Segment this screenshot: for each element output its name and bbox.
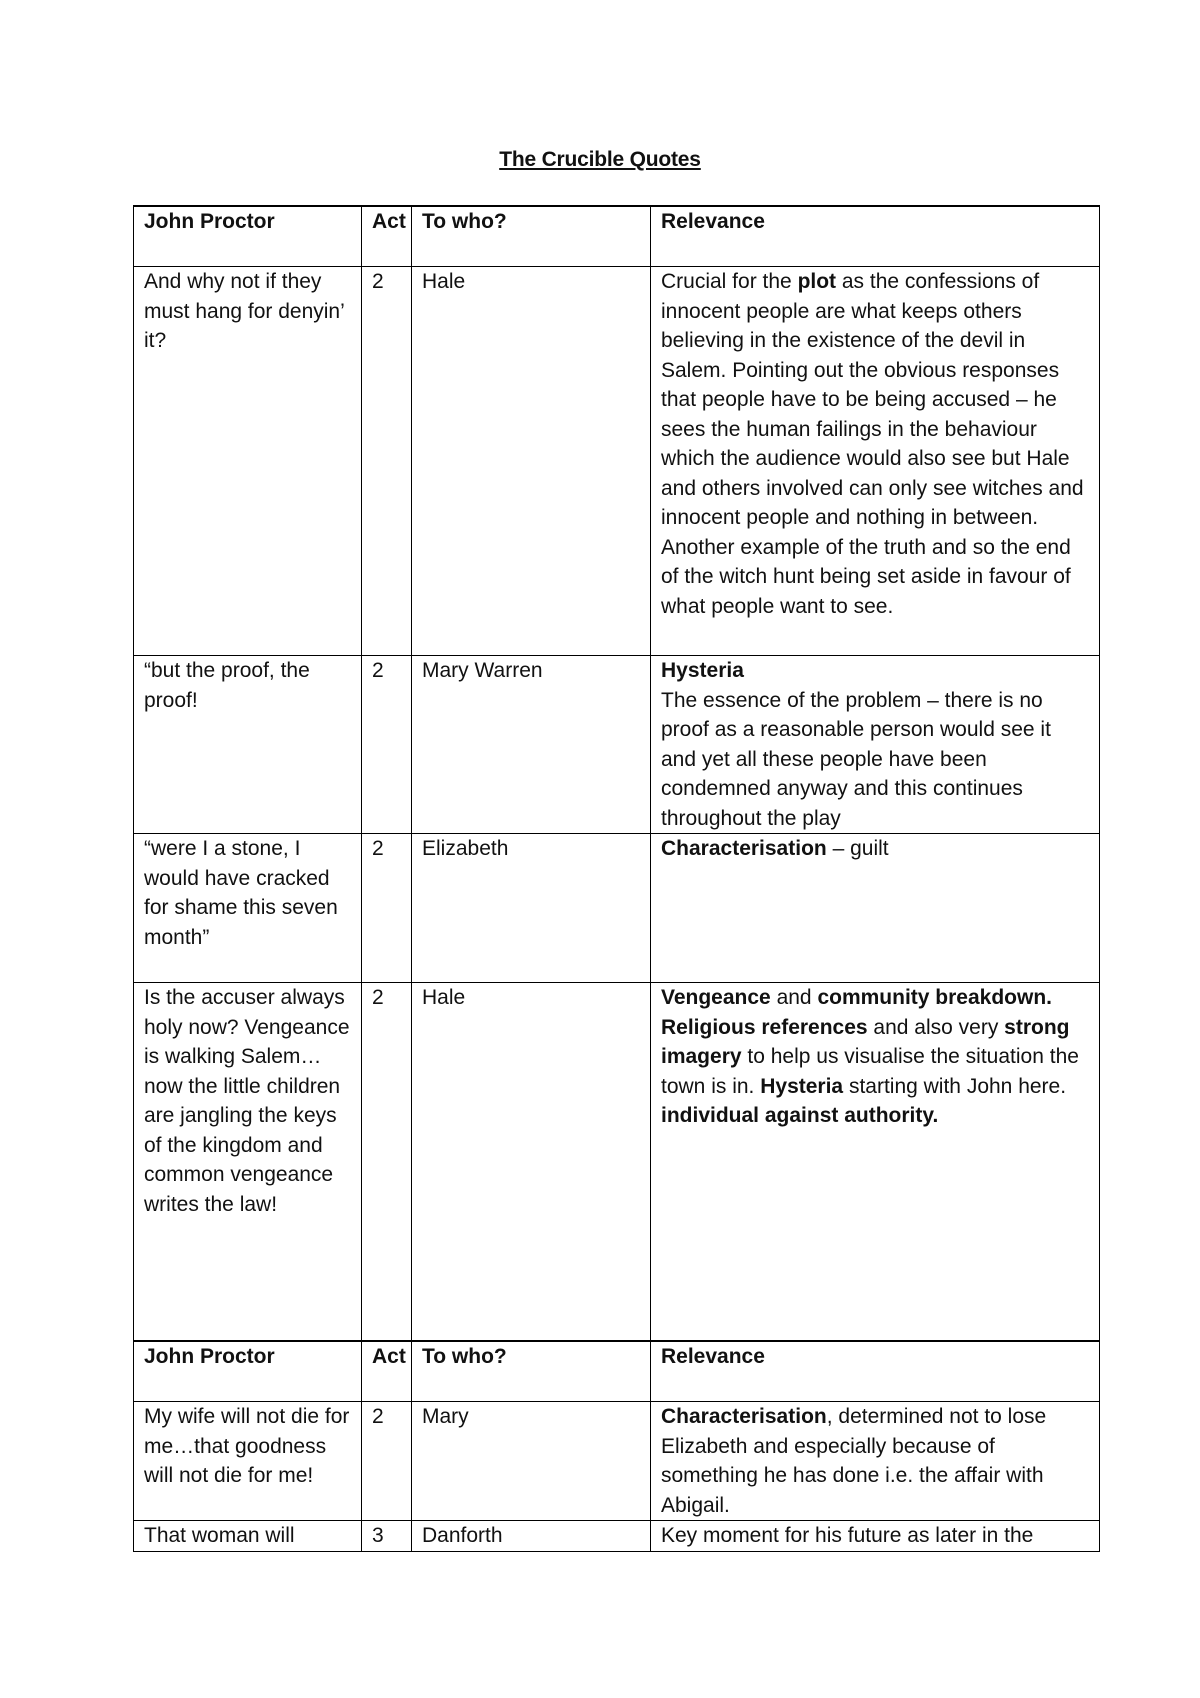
- relevance-keyword: plot: [797, 270, 837, 293]
- relevance-keyword: Characterisation: [661, 837, 827, 860]
- to-who-cell: Elizabeth: [412, 834, 651, 983]
- quote-cell: “were I a stone, I would have cracked for shame this seven month”: [134, 834, 362, 983]
- act-cell: 2: [362, 983, 412, 1342]
- relevance-keyword: Hysteria: [661, 659, 744, 682]
- relevance-keyword: Vengeance: [661, 986, 771, 1009]
- relevance-cell: [651, 1402, 1100, 1521]
- relevance-keyword: community breakdown.: [817, 986, 1052, 1009]
- quote-cell: Is the accuser always holy now? Vengeance is walking Salem…now the little children are jangling the keys of the kingdom and common vengeance writes the law!: [134, 983, 362, 1342]
- relevance-paragraph: Another example of the truth and so the end of the witch hunt being set aside in favour of what people want to see.: [661, 535, 1071, 618]
- relevance-text: as the confessions of innocent people are what keeps others believing in the existence of the devil in Salem. Pointing out the obvious responses that people have to be being accused – he sees the human failings in the behaviour which the audience would also see but Hale and others involved can only see witches and innocent people and nothing in between.: [661, 270, 1084, 529]
- relevance-text: , determined not to lose Elizabeth and especially because of something he has done i.e. the affair with Abigail.: [661, 1405, 1047, 1517]
- relevance-cell: [651, 983, 1100, 1342]
- relevance-text: and also very: [867, 1015, 1005, 1039]
- header-to-who-cell: To who?: [412, 1341, 651, 1402]
- relevance-keyword: Characterisation: [661, 1405, 827, 1428]
- relevance-keyword: strong imagery: [661, 1015, 1070, 1068]
- table-row: [134, 1521, 1100, 1552]
- document-title: The Crucible Quotes: [499, 148, 701, 171]
- relevance-keyword: Religious references: [661, 1015, 868, 1039]
- quotes-table: [133, 205, 1100, 1552]
- relevance-text: Crucial for the: [661, 270, 798, 293]
- relevance-paragraph: [661, 267, 1089, 533]
- relevance-cell: [651, 834, 1100, 983]
- to-who-cell: Mary Warren: [412, 656, 651, 834]
- header-quote-cell: John Proctor: [134, 1341, 362, 1402]
- table-header-row: [134, 206, 1100, 267]
- relevance-cell: Key moment for his future as later in the: [651, 1521, 1100, 1552]
- table-row: [134, 267, 1100, 656]
- header-act-cell: Act: [362, 206, 412, 267]
- header-quote-cell: John Proctor: [134, 206, 362, 267]
- relevance-keyword: individual against authority.: [661, 1104, 939, 1127]
- relevance-text: starting with John here.: [843, 1074, 1067, 1098]
- to-who-cell: Hale: [412, 267, 651, 656]
- header-to-who-cell: To who?: [412, 206, 651, 267]
- to-who-cell: Danforth: [412, 1521, 651, 1552]
- header-relevance-cell: Relevance: [651, 206, 1100, 267]
- act-cell: 2: [362, 1402, 412, 1521]
- quote-cell: And why not if they must hang for denyin’ it?: [134, 267, 362, 656]
- act-cell: 2: [362, 834, 412, 983]
- to-who-cell: Hale: [412, 983, 651, 1342]
- table-row: [134, 834, 1100, 983]
- relevance-keyword: Hysteria: [760, 1074, 844, 1098]
- table-row: [134, 656, 1100, 834]
- relevance-text: to help us visualise the situation the town is in.: [661, 1045, 1079, 1098]
- act-cell: 2: [362, 656, 412, 834]
- relevance-cell: [651, 267, 1100, 656]
- table-row: [134, 983, 1100, 1342]
- to-who-cell: Mary: [412, 1402, 651, 1521]
- relevance-cell: [651, 656, 1100, 834]
- header-act-cell: Act: [362, 1341, 412, 1402]
- relevance-text: – guilt: [826, 837, 889, 860]
- relevance-paragraph: The essence of the problem – there is no proof as a reasonable person would see it and yet all these people have been condemned anyway and this continues throughout the play: [661, 688, 1051, 830]
- quote-cell: That woman will: [134, 1521, 362, 1552]
- header-relevance-cell: Relevance: [651, 1341, 1100, 1402]
- act-cell: 3: [362, 1521, 412, 1552]
- relevance-text: and: [770, 986, 818, 1009]
- act-cell: 2: [362, 267, 412, 656]
- table-row: [134, 1402, 1100, 1521]
- quote-cell: “but the proof, the proof!: [134, 656, 362, 834]
- table-header-row: [134, 1341, 1100, 1402]
- quote-cell: My wife will not die for me…that goodness will not die for me!: [134, 1402, 362, 1521]
